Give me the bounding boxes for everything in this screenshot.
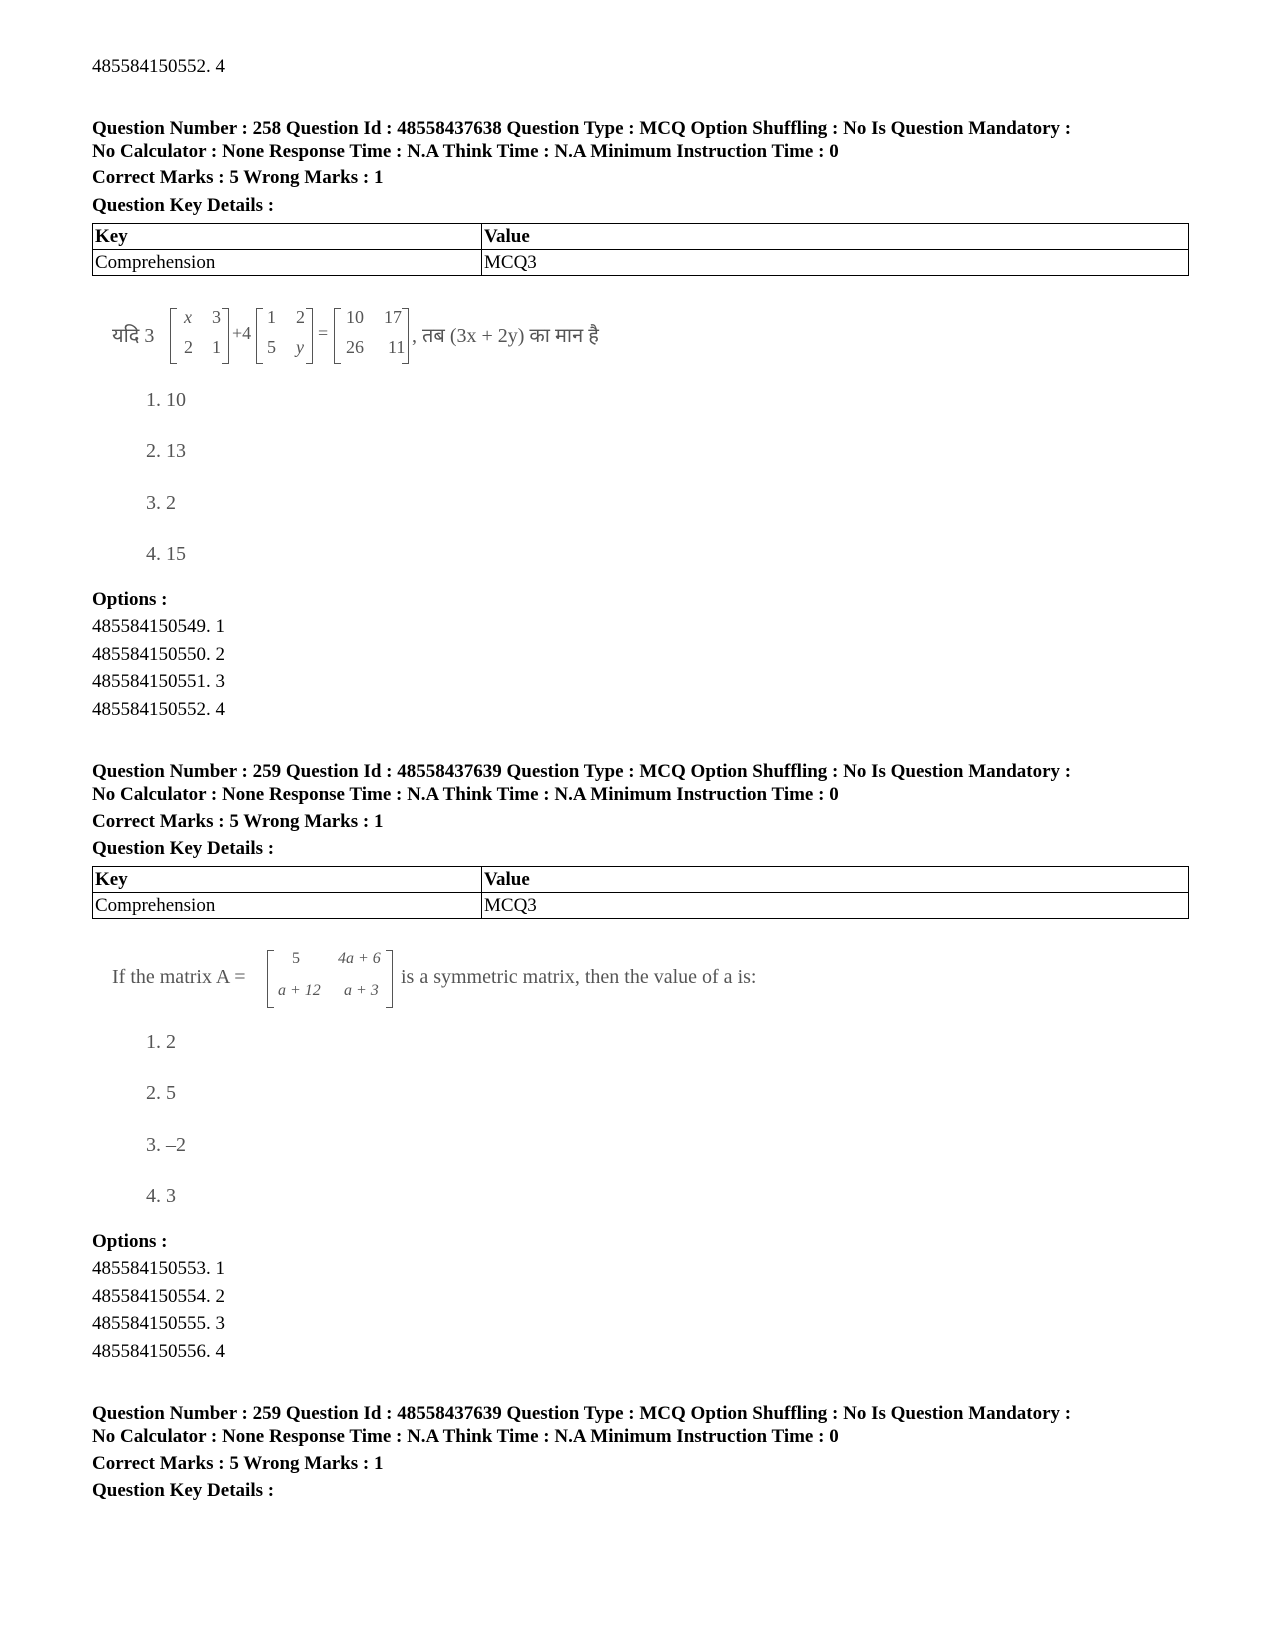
matrix-bracket <box>170 308 177 364</box>
matrix-bracket <box>267 950 274 1008</box>
choice-item: 2. 5 <box>146 1082 176 1104</box>
key-details-label: Question Key Details : <box>92 1480 275 1501</box>
table-cell-value: MCQ3 <box>482 893 1189 919</box>
marks-line: Correct Marks : 5 Wrong Marks : 1 <box>92 1453 384 1474</box>
table-cell-key: Comprehension <box>93 250 482 276</box>
matrix-cell: y <box>296 337 304 357</box>
matrix-bracket <box>334 308 341 364</box>
plus-sign: +4 <box>232 323 252 343</box>
question-prefix: If the matrix A = <box>112 966 246 988</box>
choice-item: 4. 3 <box>146 1185 176 1207</box>
key-details-label: Question Key Details : <box>92 195 275 216</box>
matrix-cell: 2 <box>296 307 305 327</box>
matrix-cell: 1 <box>212 337 221 357</box>
table-cell-value: MCQ3 <box>482 250 1189 276</box>
option-line: 485584150549. 1 <box>92 616 225 637</box>
equals-sign: = <box>318 323 329 343</box>
matrix-bracket <box>306 308 313 364</box>
choice-item: 4. 15 <box>146 543 186 565</box>
matrix-cell: x <box>184 307 192 327</box>
key-details-label: Question Key Details : <box>92 838 275 859</box>
matrix-cell: a + 12 <box>278 982 321 999</box>
question-prefix: यदि 3 <box>112 325 155 347</box>
matrix-cell: 3 <box>212 307 221 327</box>
matrix-cell: 2 <box>184 337 193 357</box>
matrix-cell: 4a + 6 <box>338 950 381 967</box>
question-suffix: is a symmetric matrix, then the value of a is: <box>401 966 757 988</box>
option-line: 485584150552. 4 <box>92 699 225 720</box>
option-line: 485584150551. 3 <box>92 671 225 692</box>
matrix-cell: 10 <box>346 307 364 327</box>
question-suffix: , तब (3x + 2y) का मान है <box>412 325 599 347</box>
matrix-cell: 17 <box>384 307 402 327</box>
choice-item: 2. 13 <box>146 440 186 462</box>
question-image <box>112 948 812 1010</box>
choice-item: 1. 2 <box>146 1031 176 1053</box>
table-header-value: Value <box>482 867 1189 893</box>
question-header-line2: No Calculator : None Response Time : N.A Think Time : N.A Minimum Instruction Time : 0 <box>92 141 839 162</box>
option-line: 485584150550. 2 <box>92 644 225 665</box>
matrix-cell: 5 <box>292 950 300 967</box>
matrix-bracket <box>222 308 229 364</box>
choice-item: 3. 2 <box>146 492 176 514</box>
question-header-line1: Question Number : 258 Question Id : 48558437638 Question Type : MCQ Option Shuffling : No Is Question Mandatory : <box>92 118 1072 139</box>
option-line: 485584150553. 1 <box>92 1258 225 1279</box>
options-label: Options : <box>92 589 168 610</box>
matrix-cell: 1 <box>267 307 276 327</box>
option-line: 485584150554. 2 <box>92 1286 225 1307</box>
matrix-cell: 26 <box>346 337 364 357</box>
matrix-cell: 11 <box>388 337 406 357</box>
matrix-cell: a + 3 <box>344 982 379 999</box>
table-cell-key: Comprehension <box>93 893 482 919</box>
question-header-line1: Question Number : 259 Question Id : 48558437639 Question Type : MCQ Option Shuffling : No Is Question Mandatory : <box>92 761 1072 782</box>
question-header-line1: Question Number : 259 Question Id : 48558437639 Question Type : MCQ Option Shuffling : No Is Question Mandatory : <box>92 1403 1072 1424</box>
matrix-cell: 5 <box>267 337 276 357</box>
marks-line: Correct Marks : 5 Wrong Marks : 1 <box>92 167 384 188</box>
matrix-bracket <box>386 950 393 1008</box>
key-value-table <box>92 223 1189 276</box>
question-image <box>112 305 732 367</box>
marks-line: Correct Marks : 5 Wrong Marks : 1 <box>92 811 384 832</box>
option-line: 485584150555. 3 <box>92 1313 225 1334</box>
choice-item: 1. 10 <box>146 389 186 411</box>
choice-item: 3. –2 <box>146 1134 186 1156</box>
table-header-value: Value <box>482 224 1189 250</box>
key-value-table <box>92 866 1189 919</box>
table-header-key: Key <box>93 867 482 893</box>
option-line: 485584150556. 4 <box>92 1341 225 1362</box>
options-label: Options : <box>92 1231 168 1252</box>
question-header-line2: No Calculator : None Response Time : N.A Think Time : N.A Minimum Instruction Time : 0 <box>92 1426 839 1447</box>
question-header-line2: No Calculator : None Response Time : N.A Think Time : N.A Minimum Instruction Time : 0 <box>92 784 839 805</box>
option-line: 485584150552. 4 <box>92 56 225 77</box>
matrix-bracket <box>256 308 263 364</box>
matrix-bracket <box>402 308 409 364</box>
table-header-key: Key <box>93 224 482 250</box>
